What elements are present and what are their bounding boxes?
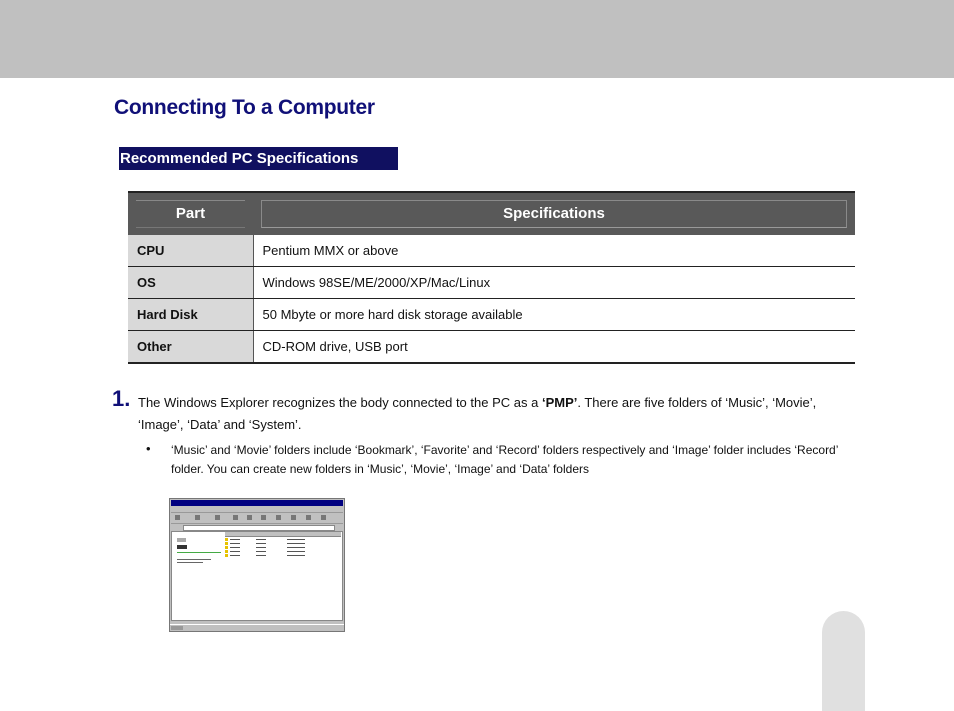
forward-icon [195,515,200,520]
explorer-screenshot [169,498,345,632]
header-specifications: Specifications [253,192,855,235]
window-toolbar [171,513,343,524]
part-cell: Other [128,331,253,364]
list-item [225,546,341,549]
copy-icon [247,515,252,520]
spec-table [128,191,855,364]
table-row [128,267,855,299]
bullet-text: ‘Music’ and ‘Movie’ folders include ‘Bookmark’, ‘Favorite’ and ‘Record’ folders respectively and ‘Image’ folder includes ‘Record’ folder. You can create new folders in ‘Music’, ‘Movie’, ‘Image’ and ‘Data’ folders [171,443,838,476]
spec-cell: CD-ROM drive, USB port [253,331,855,364]
step-text: The Windows Explorer recognizes the body connected to the PC as a ‘PMP’. There are five folders of ‘Music’, ‘Movie’, ‘Image’, ‘Data’ and ‘System’. [138,395,817,432]
window-content [171,531,343,621]
window-titlebar [171,500,343,506]
spec-table-header-row [128,192,855,235]
spec-cell: Pentium MMX or above [253,235,855,267]
table-row [128,235,855,267]
folder-icon [225,550,228,553]
folder-icon [225,538,228,541]
taskbar [170,624,344,631]
pmp-label: ‘PMP’ [541,395,578,410]
page-corner-tab [822,611,865,711]
undo-icon [276,515,281,520]
page-title: Connecting To a Computer [114,96,375,119]
section-label: Recommended PC Specifications [119,147,398,170]
back-icon [175,515,180,520]
cut-icon [233,515,238,520]
views-icon [321,515,326,520]
properties-icon [306,515,311,520]
address-bar [171,524,343,530]
top-banner [0,0,954,78]
list-item [225,554,341,557]
start-button [171,626,183,630]
header-part: Part [128,192,253,235]
part-cell: OS [128,267,253,299]
spec-cell: 50 Mbyte or more hard disk storage available [253,299,855,331]
file-list-header [225,532,341,537]
table-row [128,299,855,331]
up-icon [215,515,220,520]
drive-label [177,545,187,549]
paste-icon [261,515,266,520]
delete-icon [291,515,296,520]
table-row [128,331,855,364]
spec-cell: Windows 98SE/ME/2000/XP/Mac/Linux [253,267,855,299]
list-item [225,550,341,553]
part-cell: CPU [128,235,253,267]
folder-icon [225,542,228,545]
step-number: 1. [112,386,131,411]
drive-icon [177,538,186,542]
list-item [225,538,341,541]
folder-icon [225,546,228,549]
bullet-marker: • [146,441,151,456]
list-item [225,542,341,545]
part-cell: Hard Disk [128,299,253,331]
folder-icon [225,554,228,557]
